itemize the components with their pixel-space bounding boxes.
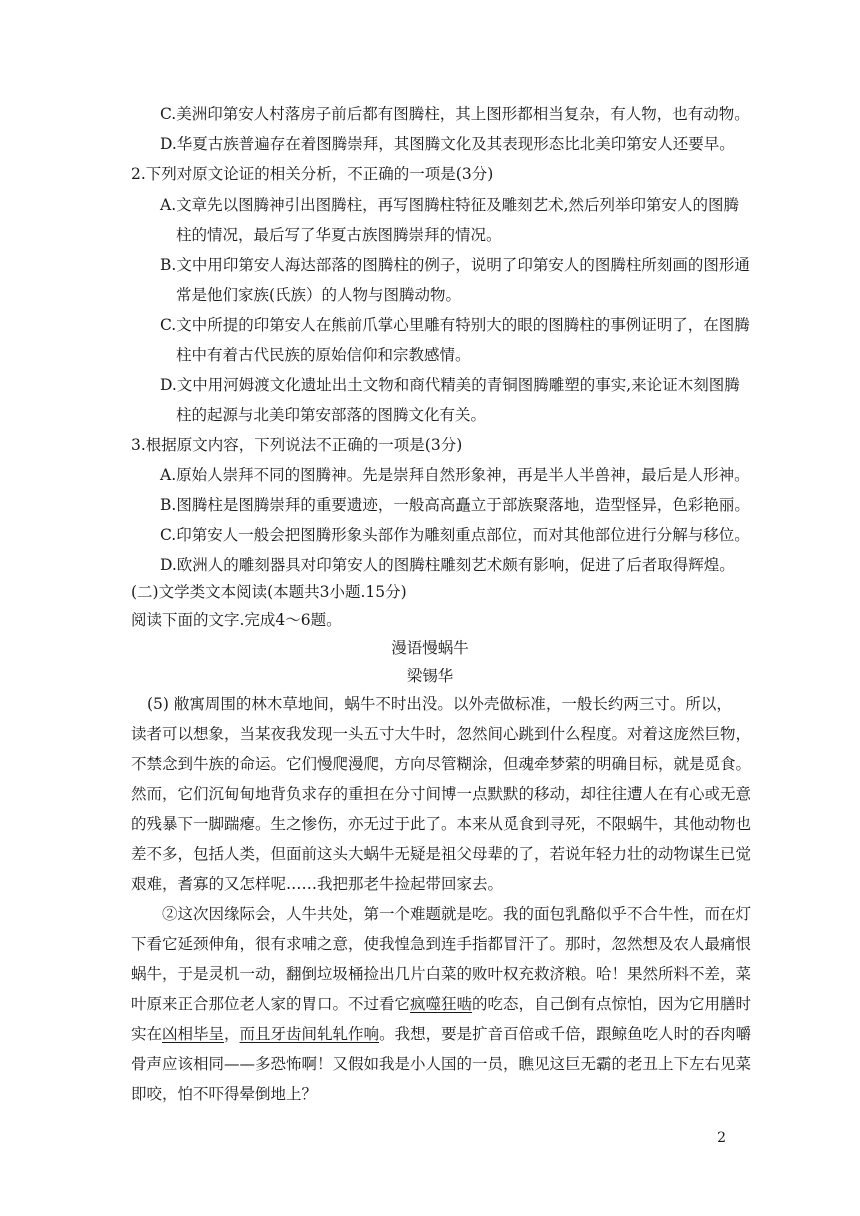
q3-option-a: A.原始人崇拜不同的图腾神。先是崇拜自然形象神，再是半人半兽神，最后是人形神。 (160, 466, 750, 484)
text-span: 。我想，要是扩音百倍或千倍，跟鲸鱼吃人时的吞肉嚼 (379, 1025, 752, 1043)
paragraph-1-line: 的残暴下一脚踹瘪。生之惨伤，亦无过于此了。本来从觅食到寻死，不限蜗牛，其他动物也 (131, 815, 752, 833)
q2-option-a-line2: 柱的情况，最后写了华夏古族图腾崇拜的情况。 (176, 226, 502, 244)
q2-option-c-line1: C.文中所提的印第安人在熊前爪掌心里雕有特别大的眼的图腾柱的事例证明了，在图腾 (160, 316, 750, 334)
paragraph-1-line: 艰难，耆寡的又怎样呢……我把那老牛捡起带回家去。 (131, 875, 504, 893)
q3-option-c: C.印第安人一般会把图腾形象头部作为雕刻重点部位，而对其他部位进行分解与移位。 (160, 526, 750, 544)
underlined-phrase: 凶相毕呈 (162, 1025, 225, 1043)
paragraph-2-line (131, 1024, 751, 1044)
q2-option-b-line1: B.文中用印第安人海达部落的图腾柱的例子，说明了印第安人的图腾柱所刻画的图形通 (160, 256, 750, 274)
q1-option-c: C.美洲印第安人村落房子前后都有图腾柱，其上图形都相当复杂，有人物，也有动物。 (160, 105, 750, 123)
page-number: 2 (717, 1130, 726, 1146)
q2-option-d-line2: 柱的起源与北美印第安部落的图腾文化有关。 (176, 406, 487, 424)
paragraph-1-line: (5) 敝寓周围的林木草地间，蜗牛不时出没。以外壳做标准，一般长约两三寸。所以， (147, 695, 732, 713)
paragraph-2-line: 骨声应该相同——多恐怖啊！又假如我是小人国的一员，瞧见这巨无霸的老丑上下左右见菜 (131, 1055, 752, 1073)
paragraph-2-line: ②这次因缘际会，人牛共处，第一个难题就是吃。我的面包乳酪似乎不合牛性，而在灯 (162, 905, 752, 923)
paragraph-2-line: 即咬，怕不吓得晕倒地上？ (131, 1085, 318, 1103)
paragraph-1-line: 差不多，包括人类，但面前这头大蜗牛无疑是祖父母辈的了，若说年轻力壮的动物谋生已觉 (131, 845, 752, 863)
q3-option-b: B.图腾柱是图腾崇拜的重要遗迹，一般高高矗立于部族聚落地，造型怪异，色彩艳丽。 (160, 496, 750, 514)
q2-option-c-line2: 柱中有着古代民族的原始信仰和宗教感情。 (176, 346, 471, 364)
q2-option-d-line1: D.文中用河姆渡文化遗址出土文物和商代精美的青铜图腾雕塑的事实,来论证木刻图腾 (160, 376, 740, 394)
q2-option-b-line2: 常是他们家族(氏族）的人物与图腾动物。 (176, 286, 462, 304)
text-span: 叶原来正合那位老人家的胃口。不过看它 (131, 995, 411, 1013)
paragraph-1-line: 然而，它们沉甸甸地背负求存的重担在分寸间博一点默默的移动，却往往遭人在有心或无意 (131, 785, 752, 803)
section-heading: (二)文学类文本阅读(本题共3小题.15分) (131, 583, 407, 601)
paragraph-1-line: 读者可以想象，当某夜我发现一头五寸大牛时，忽然间心跳到什么程度。对着这庞然巨物， (131, 725, 752, 743)
underlined-phrase: 疯噬狂啮 (410, 995, 473, 1013)
paragraph-2-line: 蜗牛，于是灵机一动，翻倒垃圾桶捡出几片白菜的败叶权充救济粮。哈！果然所料不差，菜 (131, 965, 752, 983)
q3-option-d: D.欧洲人的雕刻器具对印第安人的图腾柱雕刻艺术颇有影响，促进了后者取得辉煌。 (160, 556, 735, 574)
paragraph-2-line: 下看它延颈伸角，很有求哺之意，使我惶急到连手指都冒汗了。那时，忽然想及农人最痛恨 (131, 935, 752, 953)
article-author: 梁锡华 (406, 667, 454, 685)
text-span: ， (224, 1025, 240, 1043)
paragraph-2-line (131, 994, 751, 1014)
section-instruction: 阅读下面的文字.完成4～6题。 (131, 611, 342, 629)
paragraph-1-line: 不禁念到牛族的命运。它们慢爬漫爬，方向尽管糊涂，但魂牵梦萦的明确目标，就是觅食。 (131, 755, 752, 773)
text-span: 实在 (131, 1025, 163, 1043)
text-span: 的吃态，自己倒有点惊怕，因为它用膳时 (472, 995, 752, 1013)
q2-stem: 2.下列对原文论证的相关分析，不正确的一项是(3分) (131, 165, 494, 183)
underlined-phrase: 而且牙齿间轧轧作响 (239, 1025, 380, 1043)
article-title: 漫语慢蜗牛 (391, 639, 469, 657)
q3-stem: 3.根据原文内容，下列说法不正确的一项是(3分) (131, 436, 463, 454)
q2-option-a-line1: A.文章先以图腾神引出图腾柱，再写图腾柱特征及雕刻艺术,然后列举印第安人的图腾 (160, 196, 740, 214)
q1-option-d: D.华夏古族普遍存在着图腾崇拜，其图腾文化及其表现形态比北美印第安人还要早。 (160, 135, 735, 153)
